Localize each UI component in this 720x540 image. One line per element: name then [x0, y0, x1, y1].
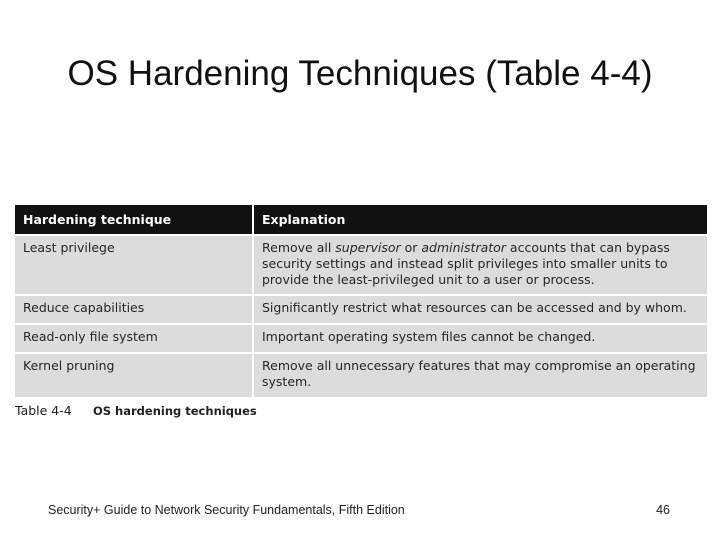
caption-title: OS hardening techniques: [93, 404, 257, 418]
table-row: [15, 324, 707, 353]
technique-cell: Reduce capabilities: [15, 295, 253, 324]
column-header-technique: Hardening technique: [15, 205, 253, 235]
caption-number: Table 4-4: [15, 403, 72, 418]
table-row: [15, 235, 707, 295]
technique-cell: Least privilege: [15, 235, 253, 295]
footer-source: Security+ Guide to Network Security Fundamentals, Fifth Edition: [48, 503, 405, 517]
table-row: [15, 353, 707, 397]
table-figure: [15, 205, 707, 397]
hardening-techniques-table: [15, 205, 707, 397]
table-caption: [15, 403, 257, 418]
explanation-text: or: [400, 240, 422, 255]
explanation-text: Remove all: [262, 240, 336, 255]
technique-cell: Read-only file system: [15, 324, 253, 353]
page-number: 46: [656, 503, 670, 517]
explanation-cell: [253, 235, 707, 295]
explanation-emphasis: administrator: [421, 240, 506, 255]
explanation-emphasis: supervisor: [335, 240, 401, 255]
slide-title: OS Hardening Techniques (Table 4-4): [67, 54, 653, 93]
explanation-cell: Important operating system files cannot be changed.: [253, 324, 707, 353]
explanation-text: accounts that can bypass security settings and instead split privileges into smaller units to provide the least-privileged unit to a user or process.: [262, 240, 670, 287]
explanation-cell: Remove all unnecessary features that may compromise an operating system.: [253, 353, 707, 397]
table-header-row: [15, 205, 707, 235]
column-header-explanation: Explanation: [253, 205, 707, 235]
technique-cell: Kernel pruning: [15, 353, 253, 397]
table-row: [15, 295, 707, 324]
explanation-cell: Significantly restrict what resources can be accessed and by whom.: [253, 295, 707, 324]
